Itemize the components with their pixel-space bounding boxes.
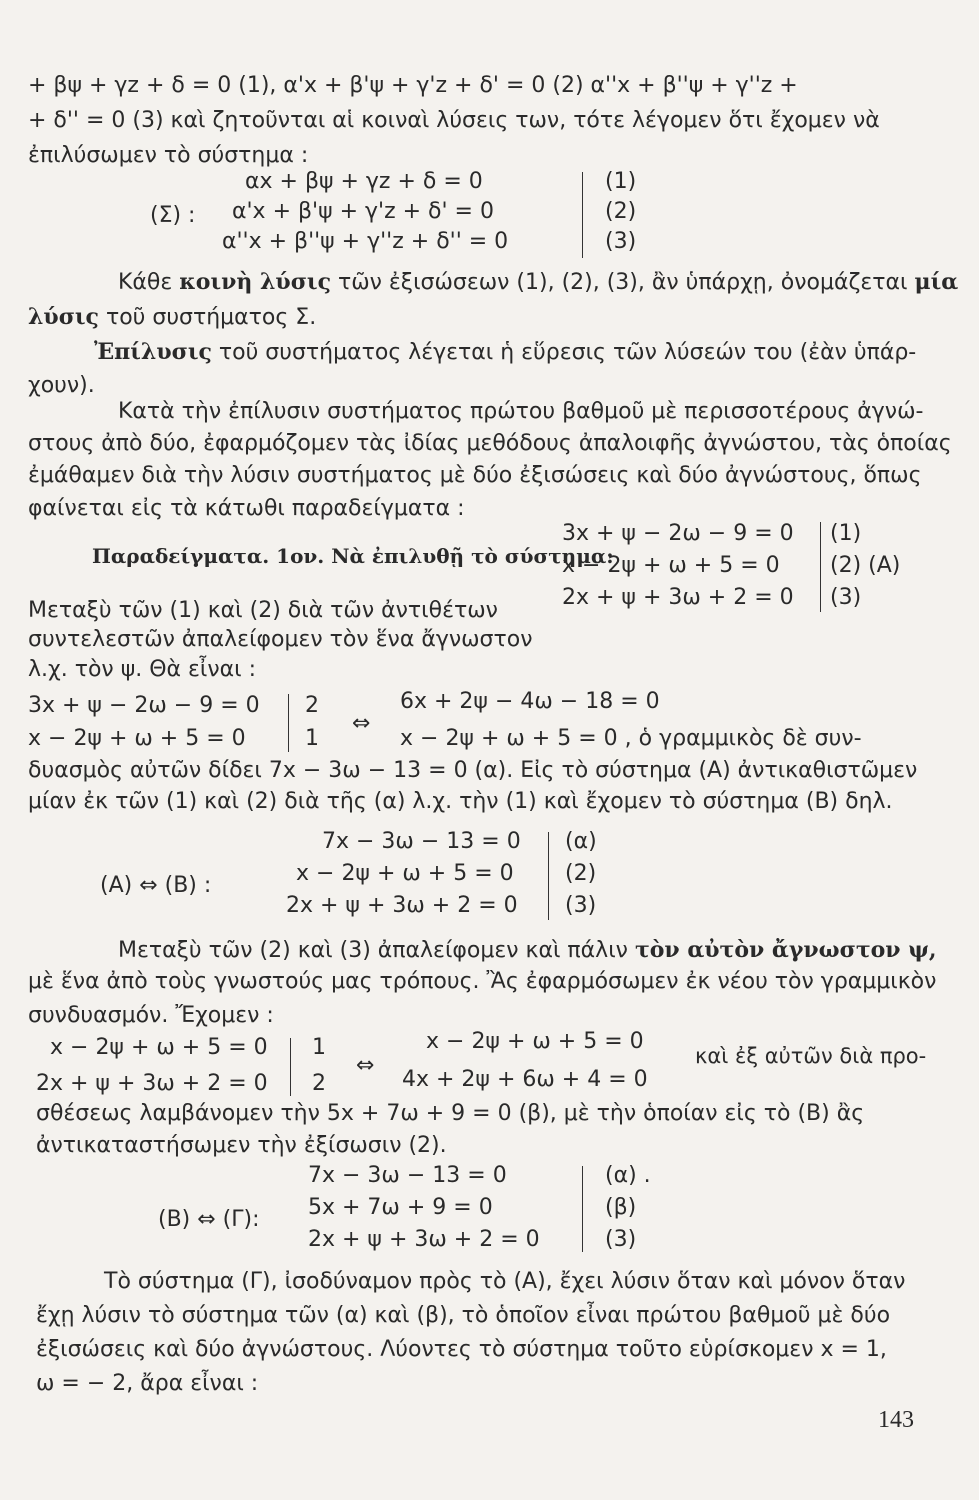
equivalence-arrow: ⇔: [352, 711, 371, 736]
multiplier: 2: [305, 693, 319, 718]
system-label: (A) ⇔ (B) :: [100, 873, 212, 898]
text-line: σθέσεως λαμβάνομεν τὴν 5x + 7ω + 9 = 0 (β), μὲ τὴν ὁποίαν εἰς τὸ (B) ἂς: [36, 1101, 865, 1126]
equation: α''x + β''ψ + γ''z + δ'' = 0: [222, 229, 509, 254]
text-line: λ.χ. τὸν ψ. Θὰ εἶναι :: [28, 657, 256, 682]
equation-number: (α): [565, 829, 597, 854]
equation-number: (1): [605, 169, 637, 194]
equation: x − 2ψ + ω + 5 = 0: [426, 1029, 644, 1054]
equation-number: (α) .: [605, 1163, 651, 1188]
text-line: ἀντικαταστήσωμεν τὴν ἐξίσωσιν (2).: [36, 1133, 447, 1158]
system-label: (Σ) :: [150, 203, 196, 228]
equation: α'x + β'ψ + γ'z + δ' = 0: [232, 199, 494, 224]
equivalence-arrow: ⇔: [356, 1053, 375, 1078]
equation: x − 2ψ + ω + 5 = 0: [562, 553, 780, 578]
brace: [570, 172, 583, 258]
text-line: συνδυασμόν. Ἔχομεν :: [28, 1003, 274, 1028]
text-line: ἐμάθαμεν διὰ τὴν λύσιν συστήματος μὲ δύο ἐξισώσεις καὶ δύο ἀγνώστους, ὅπως: [28, 463, 922, 488]
text-line: + βψ + γz + δ = 0 (1), α'x + β'ψ + γ'z + δ' = 0 (2) α''x + β''ψ + γ''z +: [28, 73, 798, 98]
equation-number: (3): [565, 893, 597, 918]
text-line: ἐξισώσεις καὶ δύο ἀγνώστους. Λύοντες τὸ σύστημα τοῦτο εὑρίσκομεν x = 1,: [36, 1337, 887, 1362]
example-heading: Παραδείγματα. 1ον. Νὰ ἐπιλυθῇ τὸ σύστημα:: [92, 544, 614, 568]
page-number: 143: [878, 1407, 914, 1433]
brace: [574, 1166, 583, 1252]
equation: αx + βψ + γz + δ = 0: [245, 169, 483, 194]
equation-number: (2): [565, 861, 597, 886]
text-line: μίαν ἐκ τῶν (1) καὶ (2) διὰ τῆς (α) λ.χ. τὴν (1) καὶ ἔχομεν τὸ σύστημα (B) δηλ.: [28, 789, 893, 814]
multiplier: 1: [312, 1035, 326, 1060]
equation-number: (1): [830, 521, 862, 546]
text-line: δυασμὸς αὐτῶν δίδει 7x − 3ω − 13 = 0 (α). Εἰς τὸ σύστημα (A) ἀντικαθιστῶμεν: [28, 758, 918, 783]
brace: [812, 522, 821, 612]
equation: 3x + ψ − 2ω − 9 = 0: [28, 693, 260, 718]
text-line: Κατὰ τὴν ἐπίλυσιν συστήματος πρώτου βαθμοῦ μὲ περισσοτέρους ἀγνώ-: [118, 399, 924, 424]
text-line: Ἐπίλυσις τοῦ συστήματος λέγεται ἡ εὕρεσις τῶν λύσεών του (ἐὰν ὑπάρ-: [94, 339, 917, 365]
text-line: Μεταξὺ τῶν (1) καὶ (2) διὰ τῶν ἀντιθέτων: [28, 598, 498, 623]
equation: 2x + ψ + 3ω + 2 = 0: [36, 1071, 268, 1096]
text-line: φαίνεται εἰς τὰ κάτωθι παραδείγματα :: [28, 496, 465, 521]
brace: [540, 832, 549, 920]
equation: 6x + 2ψ − 4ω − 18 = 0: [400, 689, 660, 714]
text-line: χουν).: [28, 373, 95, 398]
equation: 3x + ψ − 2ω − 9 = 0: [562, 521, 794, 546]
equation-number: (3): [830, 585, 862, 610]
equation: 5x + 7ω + 9 = 0: [308, 1195, 493, 1220]
system-label: (B) ⇔ (Γ):: [158, 1207, 260, 1232]
text-line: Μεταξὺ τῶν (2) καὶ (3) ἀπαλείφομεν καὶ πάλιν τὸν αὐτὸν ἄγνωστον ψ,: [118, 937, 937, 963]
equation: 7x − 3ω − 13 = 0: [308, 1163, 507, 1188]
text-line: λύσις τοῦ συστήματος Σ.: [28, 304, 317, 330]
equation-number: (3): [605, 229, 637, 254]
text-line: συντελεστῶν ἀπαλείφομεν τὸν ἕνα ἄγνωστον: [28, 627, 533, 652]
equation-number: (3): [605, 1227, 637, 1252]
equation-number: (2) (A): [830, 553, 901, 578]
equation: 2x + ψ + 3ω + 2 = 0: [308, 1227, 540, 1252]
text-line: μὲ ἕνα ἀπὸ τοὺς γνωστούς μας τρόπους. Ἂς ἐφαρμόσωμεν ἐκ νέου τὸν γραμμικὸν: [28, 969, 937, 994]
separator: [290, 1038, 291, 1096]
equation: x − 2ψ + ω + 5 = 0: [50, 1035, 268, 1060]
equation: 2x + ψ + 3ω + 2 = 0: [286, 893, 518, 918]
text-line: Τὸ σύστημα (Γ), ἰσοδύναμον πρὸς τὸ (A), ἔχει λύσιν ὅταν καὶ μόνον ὅταν: [104, 1269, 906, 1294]
equation: 4x + 2ψ + 6ω + 4 = 0: [402, 1067, 648, 1092]
equation: x − 2ψ + ω + 5 = 0 , ὁ γραμμικὸς δὲ συν-: [400, 726, 862, 751]
equation: x − 2ψ + ω + 5 = 0: [28, 726, 246, 751]
text-line: + δ'' = 0 (3) καὶ ζητοῦνται αἱ κοιναὶ λύσεις των, τότε λέγομεν ὅτι ἔχομεν νὰ: [28, 108, 880, 133]
multiplier: 1: [305, 726, 319, 751]
text-line: ω = − 2, ἄρα εἶναι :: [36, 1371, 259, 1396]
text-line: καὶ ἐξ αὐτῶν διὰ προ-: [695, 1044, 927, 1068]
equation-number: (2): [605, 199, 637, 224]
text-line: στους ἀπὸ δύο, ἐφαρμόζομεν τὰς ἰδίας μεθόδους ἀπαλοιφῆς ἀγνώστου, τὰς ὁποίας: [28, 431, 952, 456]
separator: [288, 694, 289, 752]
equation: 2x + ψ + 3ω + 2 = 0: [562, 585, 794, 610]
text-line: Κάθε κοινὴ λύσις τῶν ἐξισώσεων (1), (2), (3), ἂν ὑπάρχῃ, ὀνομάζεται μία: [118, 269, 959, 295]
multiplier: 2: [312, 1071, 326, 1096]
text-line: ἔχῃ λύσιν τὸ σύστημα τῶν (α) καὶ (β), τὸ ὁποῖον εἶναι πρώτου βαθμοῦ μὲ δύο: [36, 1303, 891, 1328]
equation: x − 2ψ + ω + 5 = 0: [296, 861, 514, 886]
text-line: ἐπιλύσωμεν τὸ σύστημα :: [28, 143, 309, 168]
equation: 7x − 3ω − 13 = 0: [322, 829, 521, 854]
equation-number: (β): [605, 1195, 637, 1220]
